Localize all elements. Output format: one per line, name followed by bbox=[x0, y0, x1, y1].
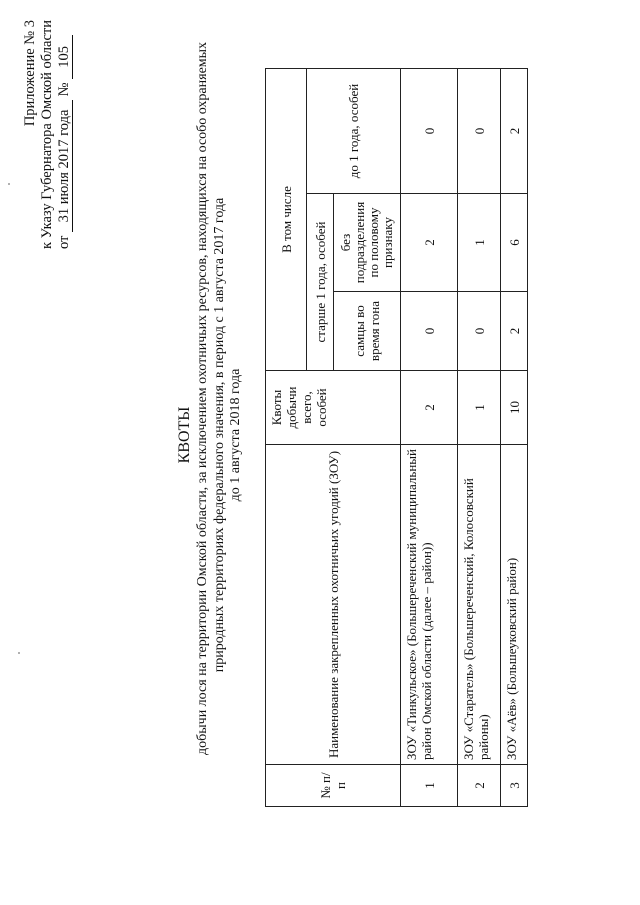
row-name: ЗОУ «Аёв» (Большеуковский район) bbox=[501, 445, 528, 765]
header-under1: до 1 года, особей bbox=[307, 69, 401, 194]
header-males: самцы во время гона bbox=[334, 292, 401, 371]
row-no-sex: 1 bbox=[458, 194, 501, 292]
header-row-1 bbox=[266, 69, 307, 807]
header-total: Квоты добычи всего, особей bbox=[266, 371, 401, 445]
row-males: 2 bbox=[501, 292, 528, 371]
header-including: В том числе bbox=[266, 69, 307, 371]
row-name: ЗОУ «Старатель» (Большереченский, Колосовский районы) bbox=[458, 445, 501, 765]
subtitle-line-1: добычи лося на территории Омской области, за исключением охотничьих ресурсов, находящихся на особо охраняемых bbox=[195, 41, 210, 755]
number-value: 105 bbox=[57, 35, 73, 79]
row-no-sex: 6 bbox=[501, 194, 528, 292]
row-under1: 0 bbox=[458, 69, 501, 194]
row-num: 3 bbox=[501, 765, 528, 807]
document-heading: КВОТЫ bbox=[176, 406, 193, 464]
row-no-sex: 2 bbox=[401, 194, 458, 292]
row-under1: 0 bbox=[401, 69, 458, 194]
subtitle-line-2: природных территориях федерального значения, в период с 1 августа 2017 года bbox=[211, 197, 227, 673]
table-row bbox=[458, 69, 501, 807]
table-row bbox=[501, 69, 528, 807]
row-total: 2 bbox=[401, 371, 458, 445]
document-subtitle bbox=[195, 41, 245, 755]
table-row bbox=[401, 69, 458, 807]
header-no-sex: без подразделения по половому признаку bbox=[334, 194, 401, 292]
quota-table bbox=[265, 68, 528, 807]
row-males: 0 bbox=[401, 292, 458, 371]
appendix-date-line bbox=[56, 20, 73, 249]
number-prefix: № bbox=[56, 82, 72, 97]
row-under1: 2 bbox=[501, 69, 528, 194]
row-name: ЗОУ «Тинкульское» (Большереченский муниципальный район Омской области (далее – район)) bbox=[401, 445, 458, 765]
header-num: № п/п bbox=[266, 765, 401, 807]
subtitle-line-3: до 1 августа 2018 года bbox=[228, 368, 243, 502]
date-prefix: от bbox=[56, 235, 72, 250]
row-total: 10 bbox=[501, 371, 528, 445]
row-num: 2 bbox=[458, 765, 501, 807]
header-older: старше 1 года, особей bbox=[307, 194, 334, 371]
date-value: 31 июля 2017 года bbox=[57, 100, 73, 232]
row-total: 1 bbox=[458, 371, 501, 445]
appendix-line-2: к Указу Губернатора Омской области bbox=[39, 20, 55, 250]
appendix-line-1: Приложение № 3 bbox=[22, 20, 38, 127]
row-num: 1 bbox=[401, 765, 458, 807]
row-males: 0 bbox=[458, 292, 501, 371]
header-name: Наименование закрепленных охотничьих угодий (ЗОУ) bbox=[266, 445, 401, 765]
appendix-block bbox=[22, 20, 73, 249]
